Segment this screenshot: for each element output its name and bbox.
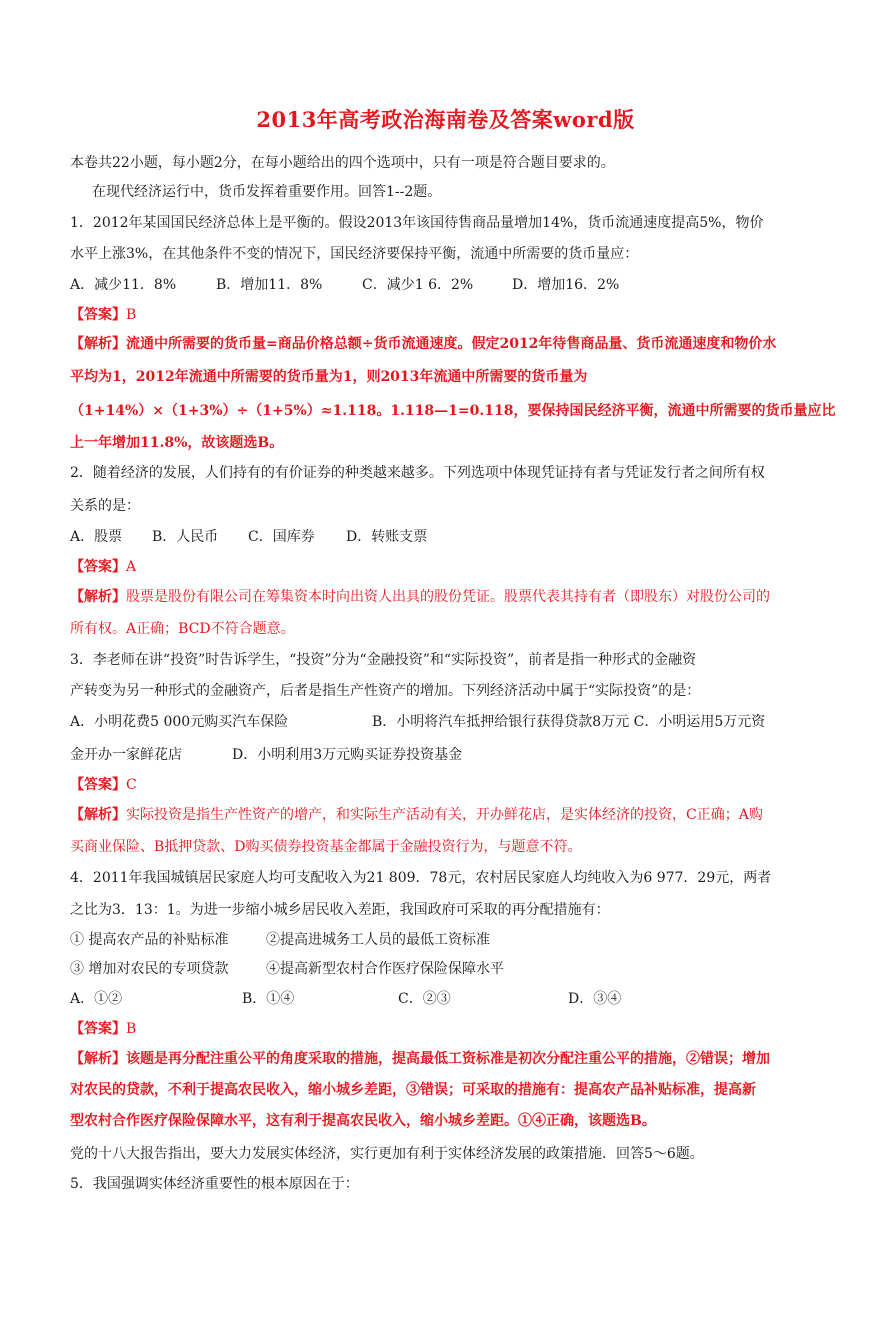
q3-option-a: A．小明花费5 000元购买汽车保险: [70, 714, 289, 730]
q2-option-c: C．国库券: [248, 529, 315, 545]
q1-option-b: B．增加11．8%: [216, 277, 323, 293]
q4-stem-line2: 之比为3．13：1。为进一步缩小城乡居民收入差距，我国政府可采取的再分配措施有：: [70, 902, 610, 918]
q1-answer: [70, 305, 830, 325]
q1-option-c: C．减少1 6．2%: [362, 277, 474, 293]
q4-measure-4: ④提高新型农村合作医疗保险保障水平: [266, 961, 504, 977]
q3-options-line2: [70, 745, 830, 765]
q2-answer: [70, 557, 830, 577]
q2-option-d: D．转账支票: [346, 529, 428, 545]
section-intro-5-6: 党的十八大报告指出，要大力发展实体经济，实行更加有利于实体经济发展的政策措施．回答5～6题。: [70, 1146, 704, 1162]
q4-option-d: D．③④: [568, 991, 622, 1007]
analysis-tag: 【解析】: [70, 1051, 126, 1067]
q1-stem-line2: 水平上涨3%，在其他条件不变的情况下，国民经济要保持平衡，流通中所需要的货币量应：: [70, 246, 639, 262]
q2-stem-line1: 2．随着经济的发展，人们持有的有价证券的种类越来越多。下列选项中体现凭证持有者与凭证发行者之间所有权: [70, 465, 765, 481]
q4-measures-line1: [70, 930, 830, 950]
q4-stem-line1: 4．2011年我国城镇居民家庭人均可支配收入为21 809．78元，农村居民家庭人均纯收入为6 977．29元，两者: [70, 870, 772, 886]
q4-answer: [70, 1019, 830, 1039]
q3-option-b-c: B．小明将汽车抵押给银行获得贷款8万元 C．小明运用5万元资: [372, 714, 766, 730]
analysis-tag: 【解析】: [70, 336, 126, 352]
page-title: 2013年高考政治海南卷及答案word版: [256, 107, 635, 132]
analysis-tag: 【解析】: [70, 589, 126, 605]
answer-tag: 【答案】: [70, 1021, 126, 1037]
q3-stem-line2: 产转变为另一种形式的金融资产，后者是指生产性资产的增加。下列经济活动中属于“实际投资”的是：: [70, 683, 701, 699]
q4-measure-3: ③ 增加对农民的专项贷款: [70, 961, 229, 977]
q4-measure-1: ① 提高农产品的补贴标准: [70, 932, 229, 948]
q4-answer-value: B: [126, 1021, 137, 1037]
q1-option-a: A．减少11．8%: [70, 277, 177, 293]
answer-tag: 【答案】: [70, 777, 126, 793]
analysis-tag: 【解析】: [70, 807, 126, 823]
q1-stem-line1: 1．2012年某国国民经济总体上是平衡的。假设2013年该国待售商品量增加14%，货币流通速度提高5%，物价: [70, 215, 764, 231]
q3-analysis-line2: 买商业保险、B抵押贷款、D购买债券投资基金都属于金融投资行为，与题意不符。: [70, 839, 582, 855]
q4-option-b: B．①④: [242, 991, 295, 1007]
q3-stem-line1: 3．李老师在讲“投资”时告诉学生，“投资”分为“金融投资”和“实际投资”，前者是指一种形式的金融资: [70, 652, 697, 668]
q1-analysis-line3: （1+14%）×（1+3%）÷（1+5%）≈1.118。1.118—1=0.118，要保持国民经济平衡，流通中所需要的货币量应比: [70, 403, 836, 419]
q2-answer-value: A: [126, 559, 137, 575]
q2-stem-line2: 关系的是：: [70, 498, 140, 514]
q2-option-a: A．股票: [70, 529, 123, 545]
q3-options-line1: [70, 712, 830, 732]
q1-answer-value: B: [126, 307, 137, 323]
q4-analysis-line2: 对农民的贷款，不利于提高农民收入，缩小城乡差距，③错误；可采取的措施有：提高农产品补贴标准，提高新: [70, 1082, 756, 1098]
q3-option-c-cont: 金开办一家鲜花店: [70, 747, 182, 763]
instructions: 本卷共22小题，每小题2分，在每小题给出的四个选项中，只有一项是符合题目要求的。: [70, 155, 615, 171]
q4-option-c: C．②③: [398, 991, 451, 1007]
q5-stem-line1: 5．我国强调实体经济重要性的根本原因在于：: [70, 1176, 359, 1192]
q4-analysis-line1: 【解析】该题是再分配注重公平的角度采取的措施，提高最低工资标准是初次分配注重公平的措施，②错误；增加: [70, 1051, 770, 1067]
q3-analysis-line1: 【解析】实际投资是指生产性资产的增产，和实际生产活动有关，开办鲜花店，是实体经济的投资，C正确；A购: [70, 807, 763, 823]
answer-tag: 【答案】: [70, 559, 126, 575]
answer-tag: 【答案】: [70, 307, 126, 323]
q4-option-a: A．①②: [70, 991, 123, 1007]
q2-options: [70, 527, 830, 547]
q1-analysis-line1: 【解析】流通中所需要的货币量=商品价格总额÷货币流通速度。假定2012年待售商品量、货币流通速度和物价水: [70, 336, 777, 352]
q3-option-d: D．小明利用3万元购买证券投资基金: [232, 747, 463, 763]
q2-analysis-line1: 【解析】股票是股份有限公司在筹集资本时向出资人出具的股份凭证。股票代表其持有者（即股东）对股份公司的: [70, 589, 770, 605]
q1-analysis-line4: 上一年增加11.8%，故该题选B。: [70, 435, 284, 451]
q3-answer-value: C: [126, 777, 137, 793]
q2-option-b: B．人民币: [152, 529, 219, 545]
q4-measure-2: ②提高进城务工人员的最低工资标准: [266, 932, 490, 948]
q2-analysis-line2: 所有权。A正确；BCD不符合题意。: [70, 621, 295, 637]
q1-options: [70, 275, 830, 295]
q4-measures-line2: [70, 959, 830, 979]
q4-analysis-line3: 型农村合作医疗保险保障水平，这有利于提高农民收入，缩小城乡差距。①④正确，该题选B。: [70, 1113, 656, 1129]
section-intro-1-2: 在现代经济运行中，货币发挥着重要作用。回答1--2题。: [92, 184, 442, 200]
q4-options: [70, 989, 830, 1009]
q3-answer: [70, 775, 830, 795]
q1-option-d: D．增加16．2%: [512, 277, 620, 293]
q1-analysis-line2: 平均为1，2012年流通中所需要的货币量为1，则2013年流通中所需要的货币量为: [70, 369, 588, 385]
